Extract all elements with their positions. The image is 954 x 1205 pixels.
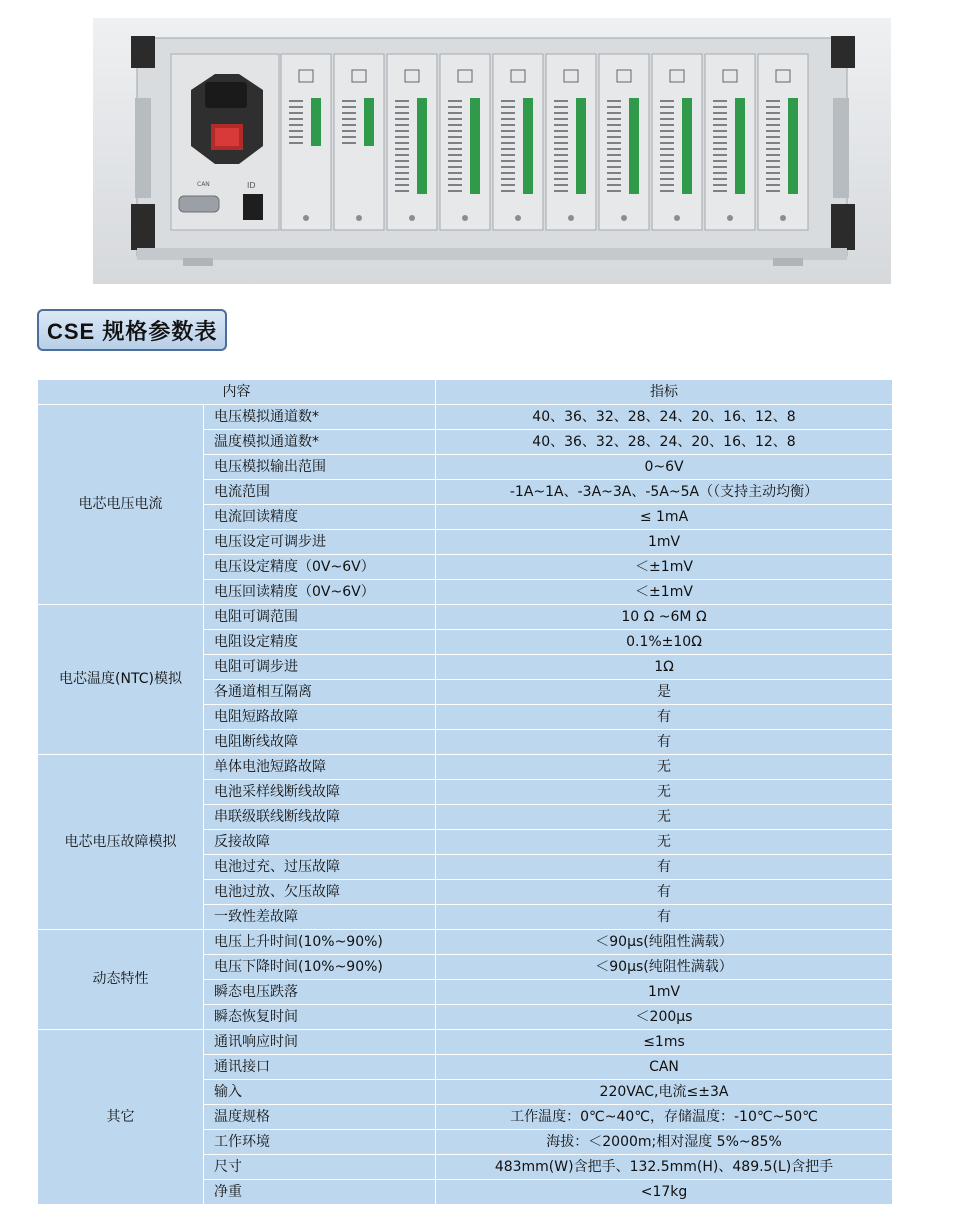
- item-cell: 电压回读精度（0V~6V）: [204, 580, 436, 605]
- product-photo: [93, 18, 891, 284]
- category-cell: 电芯电压故障模拟: [38, 755, 204, 930]
- item-cell: 输入: [204, 1080, 436, 1105]
- item-cell: 电池过放、欠压故障: [204, 880, 436, 905]
- item-cell: 串联级联线断线故障: [204, 805, 436, 830]
- item-cell: 工作环境: [204, 1130, 436, 1155]
- item-cell: 温度规格: [204, 1105, 436, 1130]
- header-spec: 指标: [436, 380, 893, 405]
- item-cell: 电阻设定精度: [204, 630, 436, 655]
- page-title: CSE 规格参数表: [47, 318, 218, 344]
- value-cell: ＜±1mV: [436, 555, 893, 580]
- table-row: [38, 605, 893, 630]
- item-cell: 各通道相互隔离: [204, 680, 436, 705]
- table-row: [38, 1030, 893, 1055]
- item-cell: 通讯响应时间: [204, 1030, 436, 1055]
- category-cell: 其它: [38, 1030, 204, 1205]
- item-cell: 瞬态电压跌落: [204, 980, 436, 1005]
- item-cell: 电压设定可调步进: [204, 530, 436, 555]
- value-cell: 有: [436, 705, 893, 730]
- item-cell: 一致性差故障: [204, 905, 436, 930]
- value-cell: 40、36、32、28、24、20、16、12、8: [436, 405, 893, 430]
- value-cell: ＜±1mV: [436, 580, 893, 605]
- table-row: [38, 755, 893, 780]
- value-cell: 220VAC,电流≤±3A: [436, 1080, 893, 1105]
- value-cell: 有: [436, 855, 893, 880]
- module-card: [546, 54, 596, 230]
- value-cell: 1mV: [436, 980, 893, 1005]
- value-cell: ≤ 1mA: [436, 505, 893, 530]
- item-cell: 电阻短路故障: [204, 705, 436, 730]
- module-card: [334, 54, 384, 230]
- value-cell: ≤1ms: [436, 1030, 893, 1055]
- item-cell: 反接故障: [204, 830, 436, 855]
- value-cell: 有: [436, 880, 893, 905]
- tester-chassis-illustration: [93, 18, 891, 284]
- item-cell: 电流范围: [204, 480, 436, 505]
- item-cell: 电压设定精度（0V~6V）: [204, 555, 436, 580]
- value-cell: 有: [436, 730, 893, 755]
- value-cell: 无: [436, 755, 893, 780]
- module-card: [281, 54, 331, 230]
- module-card: [758, 54, 808, 230]
- item-cell: 温度模拟通道数*: [204, 430, 436, 455]
- value-cell: 0.1%±10Ω: [436, 630, 893, 655]
- value-cell: 无: [436, 830, 893, 855]
- item-cell: 电压下降时间(10%~90%): [204, 955, 436, 980]
- item-cell: 电阻断线故障: [204, 730, 436, 755]
- item-cell: 瞬态恢复时间: [204, 1005, 436, 1030]
- item-cell: 电流回读精度: [204, 505, 436, 530]
- module-card: [652, 54, 702, 230]
- module-card: [440, 54, 490, 230]
- item-cell: 单体电池短路故障: [204, 755, 436, 780]
- value-cell: 无: [436, 805, 893, 830]
- value-cell: CAN: [436, 1055, 893, 1080]
- item-cell: 电池过充、过压故障: [204, 855, 436, 880]
- item-cell: 净重: [204, 1180, 436, 1205]
- spec-table-title-box: [37, 309, 227, 351]
- item-cell: 电阻可调步进: [204, 655, 436, 680]
- item-cell: 电压模拟通道数*: [204, 405, 436, 430]
- id-switch-label: ID: [247, 181, 256, 190]
- value-cell: 海拔：＜2000m;相对湿度 5%~85%: [436, 1130, 893, 1155]
- item-cell: 电压上升时间(10%~90%): [204, 930, 436, 955]
- value-cell: ＜90μs(纯阻性满载）: [436, 955, 893, 980]
- value-cell: ＜200μs: [436, 1005, 893, 1030]
- value-cell: 40、36、32、28、24、20、16、12、8: [436, 430, 893, 455]
- module-card: [599, 54, 649, 230]
- header-content: 内容: [38, 380, 436, 405]
- table-header-row: [38, 380, 893, 405]
- spec-table: [37, 379, 893, 1205]
- value-cell: 1mV: [436, 530, 893, 555]
- can-port-label: CAN: [197, 181, 210, 188]
- table-row: [38, 405, 893, 430]
- value-cell: 1Ω: [436, 655, 893, 680]
- value-cell: 是: [436, 680, 893, 705]
- value-cell: 10 Ω ~6M Ω: [436, 605, 893, 630]
- value-cell: 0~6V: [436, 455, 893, 480]
- value-cell: <17kg: [436, 1180, 893, 1205]
- item-cell: 通讯接口: [204, 1055, 436, 1080]
- item-cell: 电压模拟输出范围: [204, 455, 436, 480]
- category-cell: 电芯电压电流: [38, 405, 204, 605]
- value-cell: 工作温度：0℃~40℃，存储温度：-10℃~50℃: [436, 1105, 893, 1130]
- module-card: [705, 54, 755, 230]
- value-cell: 483mm(W)含把手、132.5mm(H)、489.5(L)含把手: [436, 1155, 893, 1180]
- item-cell: 电池采样线断线故障: [204, 780, 436, 805]
- category-cell: 电芯温度(NTC)模拟: [38, 605, 204, 755]
- item-cell: 电阻可调范围: [204, 605, 436, 630]
- value-cell: ＜90μs(纯阻性满载）: [436, 930, 893, 955]
- value-cell: -1A~1A、-3A~3A、-5A~5A（（支持主动均衡）: [436, 480, 893, 505]
- value-cell: 无: [436, 780, 893, 805]
- item-cell: 尺寸: [204, 1155, 436, 1180]
- value-cell: 有: [436, 905, 893, 930]
- category-cell: 动态特性: [38, 930, 204, 1030]
- module-card: [387, 54, 437, 230]
- module-card: [493, 54, 543, 230]
- table-row: [38, 930, 893, 955]
